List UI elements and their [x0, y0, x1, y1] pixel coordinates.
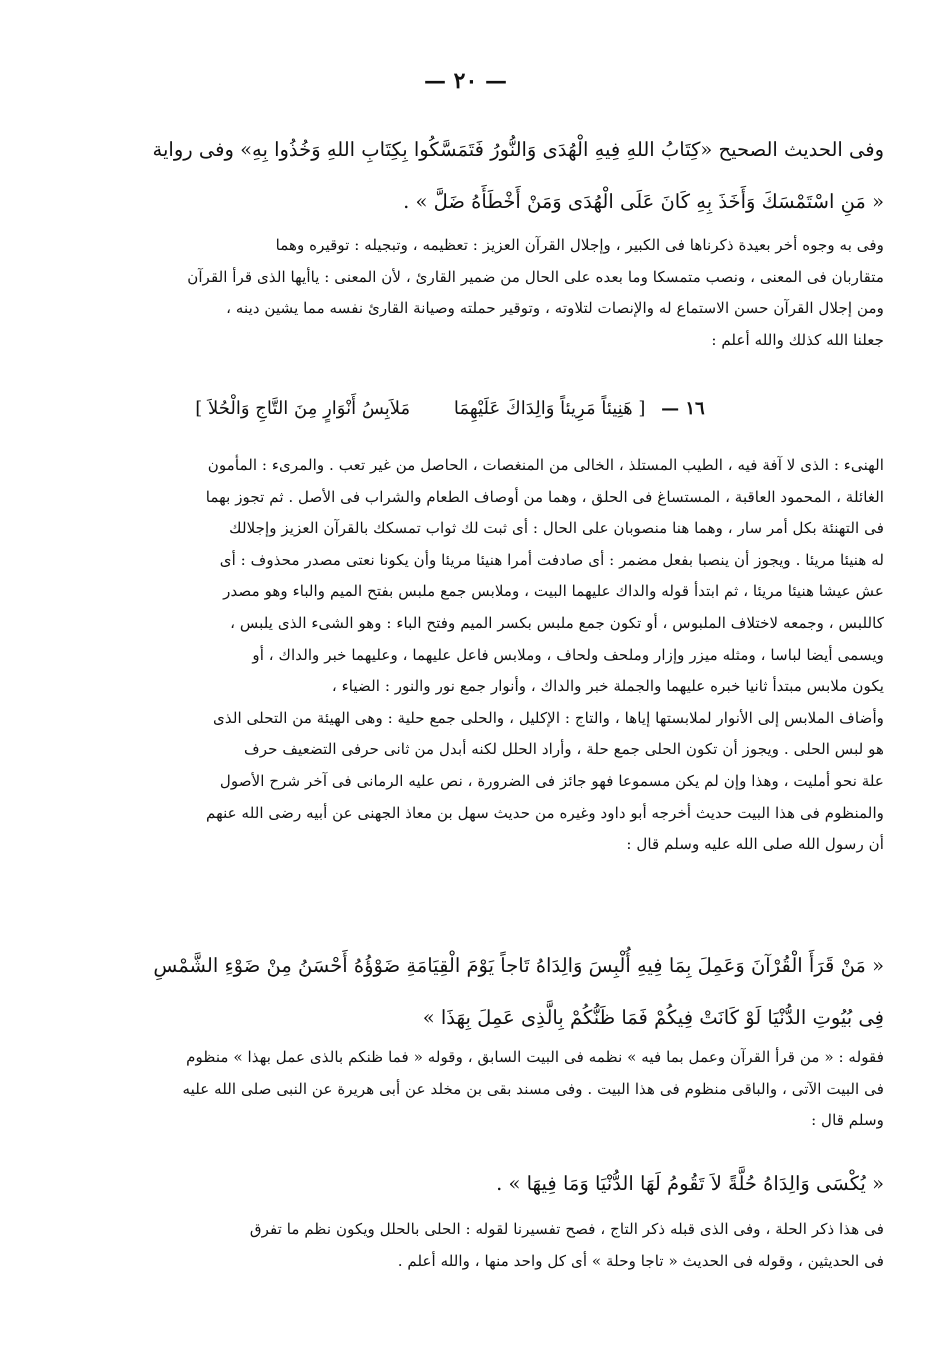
text-line: « مَنْ قَرَأَ الْقُرْآنَ وَعَمِلَ بِمَا فِيهِ أُلْبِسَ وَالِدَاهُ تَاجاً يَوْمَ الْقِيَامَةِ ضَوْؤُهُ أَحْسَنُ مِنْ ضَوْءِ الشَّمْسِ: [153, 954, 884, 977]
text-line: كاللبس ، وجمعه لاختلاف الملبوس ، أو تكون جمع ملبس بكسر الميم وفتح الباء : وهو الشىء الذى يلبس ،: [230, 613, 884, 632]
commentary-paragraph-2: [44, 450, 884, 861]
hadith-quote-2: [44, 940, 884, 1044]
text-line: فِى بُيُوتِ الدُّنْيَا لَوْ كَانَتْ فِيكُمْ فَمَا ظَنُّكُمْ بِالَّذِى عَمِلَ بِهَذَا »: [422, 1006, 884, 1029]
text-line: علة نحو أمليت ، وهذا وإن لم يكن مسموعا فهو جائز فى الضرورة ، نص عليه الرمانى فى آخر شرح الأصول: [219, 771, 884, 790]
text-line: والمنظوم فى هذا البيت حديث أخرجه أبو داود وغيره من حديث سهل بن معاذ الجهنى عن أبيه رضى الله عنهم: [205, 803, 884, 822]
poem-verse: [150, 398, 750, 419]
text-line: وفى به وجوه أخر بعيدة ذكرناها فى الكبير ، وإجلال القرآن العزيز : تعظيمه ، وتبجيله : توقيره وهما: [275, 236, 884, 254]
text-line: له هنيئا مريئا . ويجوز أن ينصبا بفعل مضمر : أى صادفت أمرا هنيئا مريئا وأن يكونا نعتى مصدر محذوف : أى: [219, 550, 884, 569]
text-line: فقوله : « من قرأ القرآن وعمل بما فيه » نظمه فى البيت السابق ، وقوله « فما ظنكم بالذى عمل بهذا » منظوم: [186, 1048, 884, 1066]
text-line: ومن إجلال القرآن حسن الاستماع له والإنصات لتلاوته ، وتوقير حملته وصيانة القارئ نفسه مما يشين دينه ،: [226, 299, 884, 318]
verse-number: ١٦ —: [661, 398, 705, 419]
commentary-paragraph-4: [44, 1214, 884, 1277]
text-line: الغائلة ، المحمود العاقبة ، المستساغ فى الحلق ، وهما من أوصاف الطعام والشراب فى الأصل . ثم تجوز بهما: [205, 487, 884, 506]
text-line: وسلم قال :: [811, 1111, 884, 1130]
text-line: هو لبس الحلى . ويجوز أن تكون الحلى جمع حلة ، وأراد الحلل لكنه أبدل من ثانى حرفى التضعيف حرف: [243, 740, 884, 759]
text-line: فى الحديثين ، وقوله فى الحديث « تاجا وحلة » أى كل واحد منها ، والله أعلم .: [397, 1251, 884, 1270]
text-line: « يُكْسَى وَالِدَاهُ حُلَّةً لاَ تَقُومُ لَهَا الدُّنْيَا وَمَا فِيهَا » .: [496, 1172, 884, 1195]
text-line: فى البيت الآتى ، والباقى منظوم فى هذا البيت . وفى مسند بقى بن مخلد عن أبى هريرة عن النبى صلى الله عليه: [182, 1079, 884, 1098]
text-line: يكون ملابس مبتدأ ثانيا خبره عليهما والجملة خبر والداك ، وأنوار جمع نور والنور : الضياء ،: [331, 677, 884, 696]
text-line: فى التهنئة بكل أمر سار ، وهما هنا منصوبان على الحال : أى ثبت لك ثواب تمسكك بالقرآن العزيز وإجلالك: [229, 519, 884, 538]
text-line: فى هذا ذكر الحلة ، وفى الذى قبله ذكر التاج ، فصح تفسيرنا لقوله : الحلى بالحلل ويكون نظم ما تفرق: [249, 1220, 884, 1238]
verse-first-hemistich: [ هَنِيئاً مَرِيئاً وَالِدَاكَ عَلَيْهِمَا: [453, 398, 646, 419]
hadith-quote-3: [44, 1158, 884, 1210]
page-number: — ٢٠ —: [424, 68, 507, 94]
text-line: الهنىء : الذى لا آفة فيه ، الطيب المستلذ ، الخالى من المنغصات ، الحاصل من غير تعب . والمرىء : المأمون: [207, 456, 884, 474]
text-line: أن رسول الله صلى الله عليه وسلم قال :: [626, 835, 884, 854]
text-line: وأضاف الملابس إلى الأنوار لملابستها إياها ، والتاج : الإكليل ، والحلى جمع حلية : وهى الهيئة من التحلى الذى: [212, 708, 884, 727]
text-line: ويسمى أيضا لباسا ، ومثله ميزر وإزار وملحف ولحاف ، وملابس فاعل عليهما ، وعليهما خبر والداك ، أو: [252, 645, 884, 664]
text-line: جعلنا الله كذلك والله أعلم :: [711, 330, 884, 349]
text-line: عش عيشا هنيئا مريئا ، ثم ابتدأ قوله والداك عليهما البيت ، وملابس جمع ملبس بفتح الميم والباء وهو مصدر: [223, 582, 884, 601]
text-line: « مَنِ اسْتَمْسَكَ وَأَخَذَ بِهِ كَانَ عَلَى الْهُدَى وَمَنْ أَخْطَأَهُ ضَلَّ » .: [403, 190, 884, 213]
commentary-paragraph-1: [44, 230, 884, 356]
hadith-quote-1: [44, 124, 884, 228]
text-line: متقاربان فى المعنى ، ونصب متمسكا وما بعده على الحال من ضمير القارئ ، لأن المعنى : ياأيها الذى قرأ القرآن: [187, 267, 884, 286]
commentary-paragraph-3: [44, 1042, 884, 1137]
verse-second-hemistich: مَلاَبِسُ أَنْوَارٍ مِنَ التَّاجِ وَالْحُلاَ ]: [195, 398, 411, 419]
text-line: وفى الحديث الصحيح «كِتَابُ اللهِ فِيهِ الْهُدَى وَالنُّورُ فَتَمَسَّكُوا بِكِتَابِ اللهِ وَخُذُوا بِهِ» وفى رواية: [152, 138, 884, 161]
